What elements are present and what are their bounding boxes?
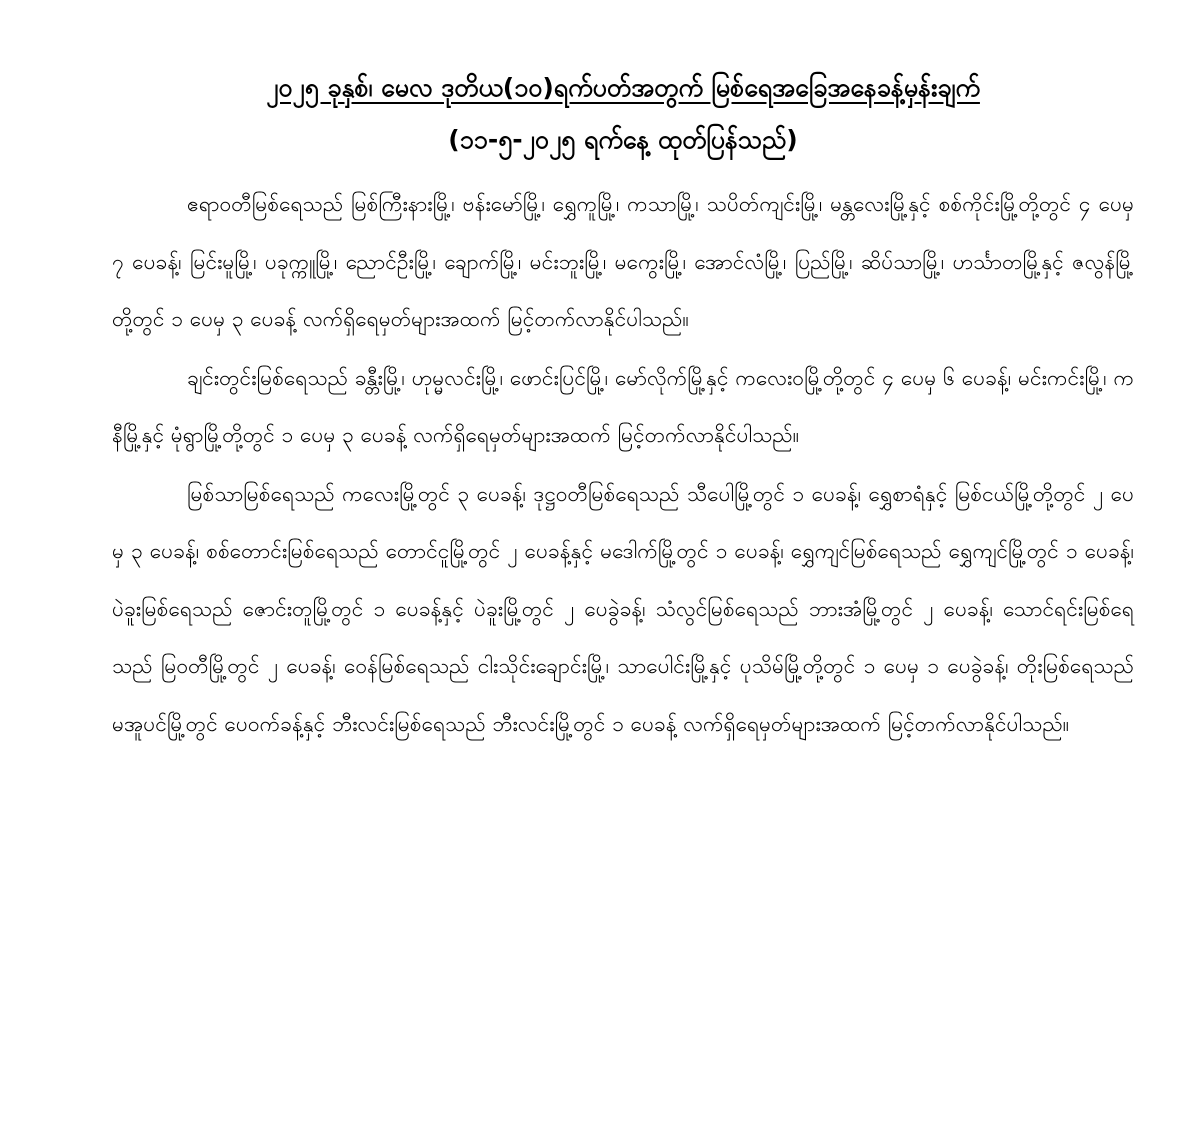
document-title-text: ၂၀၂၅ ခုနှစ်၊ မေလ ဒုတိယ(၁၀)ရက်ပတ်အတွက် မြစ်ရေအခြေအနေခန့်မှန်းချက် [266,73,980,102]
document-title [112,62,1134,114]
paragraph-chindwin: ချင်းတွင်းမြစ်ရေသည် ခန္တီးမြို့၊ ဟုမ္မလင်းမြို့၊ ဖောင်းပြင်မြို့၊ မော်လိုက်မြို့နှင့် ကလေးဝမြို့တို့တွင် ၄ ပေမှ ၆ ပေခန့်၊ မင်းကင်းမြို့၊ ကနီမြို့နှင့် မုံရွာမြို့တို့တွင် ၁ ပေမှ ၃ ပေခန့် လက်ရှိရေမှတ်များအထက် မြင့်တက်လာနိုင်ပါသည်။ [112,365,1134,447]
paragraph-other-rivers: မြစ်သာမြစ်ရေသည် ကလေးမြို့တွင် ၃ ပေခန့်၊ ဒုဋ္ဌဝတီမြစ်ရေသည် သီပေါမြို့တွင် ၁ ပေခန့်၊ ရွှေစာရံနှင့် မြစ်ငယ်မြို့တို့တွင် ၂ ပေမှ ၃ ပေခန့်၊ စစ်တောင်းမြစ်ရေသည် တောင်ငူမြို့တွင် ၂ ပေခန့်နှင့် မဒေါက်မြို့တွင် ၁ ပေခန့်၊ ရွှေကျင်မြစ်ရေသည် ရွှေကျင်မြို့တွင် ၁ ပေခန့်၊ ပဲခူးမြစ်ရေသည် ဇောင်းတူမြို့တွင် ၁ ပေခန့်နှင့် ပဲခူးမြို့တွင် ၂ ပေခွဲခန့်၊ သံလွင်မြစ်ရေသည် ဘားအံမြို့တွင် ၂ ပေခန့်၊ သောင်ရင်းမြစ်ရေသည် မြဝတီမြို့တွင် ၂ ပေခန့်၊ ဝေန်မြစ်ရေသည် ငါးသိုင်းချောင်းမြို့၊ သာပေါင်းမြို့နှင့် ပုသိမ်မြို့တို့တွင် ၁ ပေမှ ၁ ပေခွဲခန့်၊ တိုးမြစ်ရေသည် မအူပင်မြို့တွင် ပေဝက်ခန့်နှင့် ဘီးလင်းမြစ်ရေသည် ဘီးလင်းမြို့တွင် ၁ ပေခန့် လက်ရှိရေမှတ်များအထက် မြင့်တက်လာနိုင်ပါသည်။ [112,481,1134,736]
document-page [112,62,1134,753]
paragraph-irrawaddy: ဧရာဝတီမြစ်ရေသည် မြစ်ကြီးနားမြို့၊ ဗန်းမော်မြို့၊ ရွှေကူမြို့၊ ကသာမြို့၊ သပိတ်ကျင်းမြို့၊ မန္တလေးမြို့နှင့် စစ်ကိုင်းမြို့တို့တွင် ၄ ပေမှ ၇ ပေခန့်၊ မြင်းမူမြို့၊ ပခုက္ကူမြို့၊ ညောင်ဦးမြို့၊ ချောက်မြို့၊ မင်းဘူးမြို့၊ မကွေးမြို့၊ အောင်လံမြို့၊ ပြည်မြို့၊ ဆိပ်သာမြို့၊ ဟင်္သာတမြို့နှင့် ဇလွန်မြို့တို့တွင် ၁ ပေမှ ၃ ပေခန့် လက်ရှိရေမှတ်များအထက် မြင့်တက်လာနိုင်ပါသည်။ [112,192,1134,331]
document-subtitle: (၁၁-၅-၂၀၂၅ ရက်နေ့ ထုတ်ပြန်သည်) [448,125,798,154]
